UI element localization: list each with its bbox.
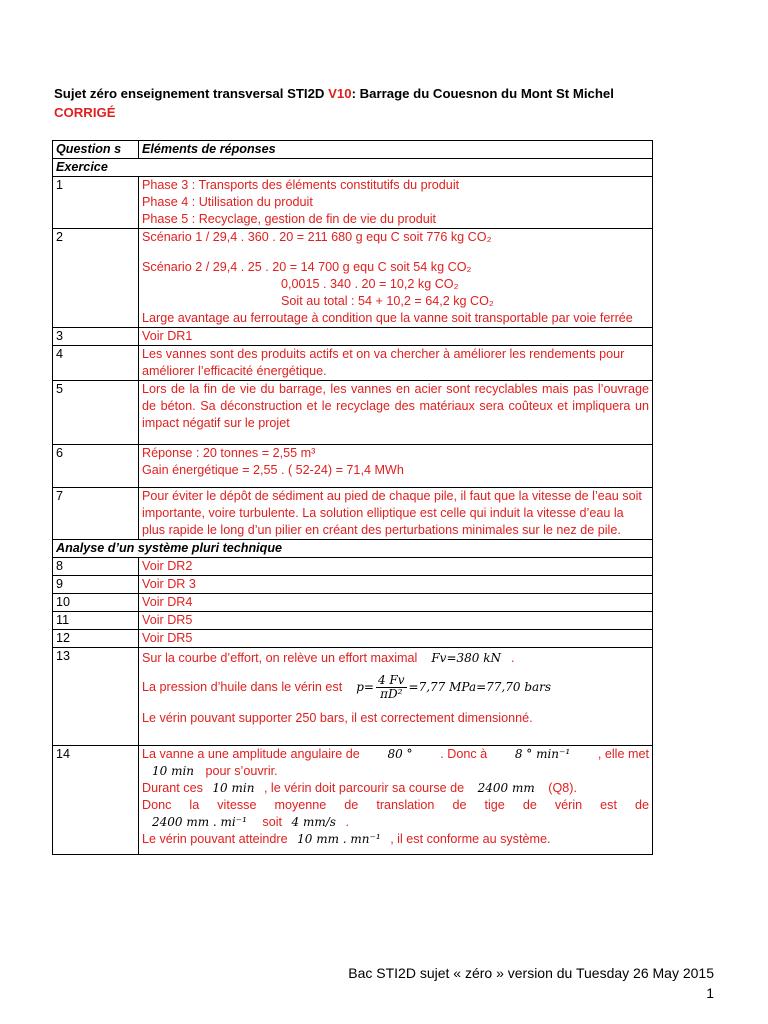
question-number: 10	[53, 594, 139, 612]
answer-text: pour s’ouvrir.	[205, 764, 278, 778]
answer-line: Donc la vitesse moyenne de translation de tige de vérin est de	[142, 798, 649, 812]
fraction-denominator: πD²	[380, 686, 403, 701]
formula-rate: 8 ° min⁻¹	[514, 747, 571, 761]
answer-line: 0,0015 . 340 . 20 = 10,2 kg CO₂	[281, 277, 459, 291]
formula-time: 10 min	[152, 764, 195, 778]
answer-text: Sur la courbe d’effort, on relève un effort maximal	[142, 650, 418, 665]
answer-line	[142, 831, 649, 848]
table-row	[53, 576, 653, 594]
question-number: 11	[53, 612, 139, 630]
answer-line: Gain énergétique = 2,55 . ( 52-24) = 71,4 MWh	[142, 463, 404, 477]
title-corrige: CORRIGÉ	[54, 105, 116, 120]
question-number: 1	[53, 177, 139, 229]
question-number: 5	[53, 381, 139, 445]
answer-cell: Voir DR1	[139, 328, 653, 346]
formula-force: Fv=380 kN	[431, 650, 501, 665]
answer-cell: Lors de la fin de vie du barrage, les vannes en acier sont recyclables mais pas l’ouvrage de béton. Sa déconstruction et le recyclage des matériaux sera coûteux et impliquera un impact négatif sur le projet	[139, 381, 653, 445]
answer-line: Phase 5 : Recyclage, gestion de fin de vie du produit	[142, 212, 437, 226]
section-row-analyse	[53, 540, 653, 558]
fraction-numerator: 4 Fv	[377, 672, 405, 687]
answer-text: . Donc à	[440, 747, 488, 761]
table-row	[53, 612, 653, 630]
answer-cell: Pour éviter le dépôt de sédiment au pied de chaque pile, il faut que la vitesse de l’eau soit importante, voire turbulente. La solution elliptique est celle qui induit la vitesse d’eau la plus rapide le long d’un pilier en créant des perturbations minimales sur le nez de pile.	[139, 488, 653, 540]
document-title	[54, 84, 714, 122]
formula-time: 10 min	[212, 781, 255, 795]
answer-line: Scénario 2 / 29,4 . 25 . 20 = 14 700 g equ C soit 54 kg CO₂	[142, 260, 472, 274]
answer-text: soit	[262, 815, 283, 829]
answer-line: Large avantage au ferroutage à condition que la vanne soit transportable par voie ferrée	[142, 311, 633, 325]
answer-text: .	[511, 650, 515, 665]
answer-line: Phase 3 : Transports des éléments constitutifs du produit	[142, 178, 460, 192]
answer-cell	[139, 177, 653, 229]
answer-cell: Voir DR 3	[139, 576, 653, 594]
answer-cell: Voir DR5	[139, 630, 653, 648]
page-footer	[300, 963, 714, 1003]
question-number: 7	[53, 488, 139, 540]
table-header-row	[53, 141, 653, 159]
section-row-exercice	[53, 159, 653, 177]
table-row	[53, 488, 653, 540]
answer-text: Durant ces	[142, 781, 203, 795]
question-number: 6	[53, 445, 139, 488]
answer-line	[142, 648, 649, 668]
answer-cell: Les vannes sont des produits actifs et on va chercher à améliorer les rendements pour améliorer l’efficacité énergétique.	[139, 346, 653, 381]
answer-line	[142, 668, 649, 706]
answer-line	[142, 763, 649, 780]
section-exercice-label: Exercice	[53, 159, 653, 177]
answer-cell	[139, 746, 653, 855]
answer-text: , elle met	[597, 747, 649, 761]
formula-speed: 2400 mm . mi⁻¹	[152, 815, 247, 829]
title-version: V10	[328, 86, 352, 101]
answer-line	[142, 780, 649, 797]
formula-max-speed: 10 mm . mn⁻¹	[297, 832, 381, 846]
title-part1: Sujet zéro enseignement transversal STI2D	[54, 86, 329, 101]
footer-text: Bac STI2D sujet « zéro » version du Tuesday 26 May 2015	[348, 965, 714, 981]
table-row	[53, 746, 653, 855]
header-questions: Question s	[53, 141, 139, 159]
answer-text: , le vérin doit parcourir sa course de	[263, 781, 465, 795]
question-number: 3	[53, 328, 139, 346]
question-number: 8	[53, 558, 139, 576]
question-number: 14	[53, 746, 139, 855]
table-row	[53, 630, 653, 648]
answer-line	[142, 746, 649, 763]
answers-table	[52, 140, 653, 855]
table-row	[53, 229, 653, 328]
table-row	[53, 594, 653, 612]
answer-line: Soit au total : 54 + 10,2 = 64,2 kg CO₂	[281, 294, 494, 308]
question-number: 9	[53, 576, 139, 594]
answer-line: Le vérin pouvant supporter 250 bars, il est correctement dimensionné.	[142, 711, 533, 725]
section-analyse-label: Analyse d’un système pluri technique	[53, 540, 653, 558]
header-answers: Eléments de réponses	[139, 141, 653, 159]
answer-text: La pression d’huile dans le vérin est	[142, 679, 343, 694]
formula-pressure-lhs: p=	[356, 679, 374, 694]
table-row	[53, 381, 653, 445]
answer-text: La vanne a une amplitude angulaire de	[142, 747, 360, 761]
answer-cell: Voir DR4	[139, 594, 653, 612]
question-number: 13	[53, 648, 139, 746]
table-row	[53, 328, 653, 346]
table-row	[53, 558, 653, 576]
answer-text: (Q8).	[548, 781, 577, 795]
answer-text: .	[345, 815, 349, 829]
answer-line: Réponse : 20 tonnes = 2,55 m³	[142, 446, 316, 460]
question-number: 4	[53, 346, 139, 381]
answer-line: Scénario 1 / 29,4 . 360 . 20 = 211 680 g equ C soit 776 kg CO₂	[142, 230, 492, 244]
answer-line	[142, 814, 649, 831]
answer-line: Phase 4 : Utilisation du produit	[142, 195, 313, 209]
table-row	[53, 177, 653, 229]
table-row	[53, 346, 653, 381]
answer-cell	[139, 445, 653, 488]
formula-angle: 80 °	[387, 747, 413, 761]
formula-speed-mms: 4 mm/s	[291, 815, 336, 829]
question-number: 2	[53, 229, 139, 328]
answer-text: Le vérin pouvant atteindre	[142, 832, 288, 846]
formula-pressure-rhs: =7,77 MPa=77,70 bars	[408, 679, 552, 694]
formula-stroke: 2400 mm	[477, 781, 535, 795]
answer-text: , il est conforme au système.	[390, 832, 551, 846]
answer-cell: Voir DR2	[139, 558, 653, 576]
answer-cell	[139, 229, 653, 328]
table-row	[53, 445, 653, 488]
formula-pressure-fraction	[376, 674, 407, 701]
page-number: 1	[706, 985, 714, 1001]
answer-cell: Voir DR5	[139, 612, 653, 630]
title-part2: : Barrage du Couesnon du Mont St Michel	[351, 86, 614, 101]
table-row	[53, 648, 653, 746]
answer-cell	[139, 648, 653, 746]
question-number: 12	[53, 630, 139, 648]
